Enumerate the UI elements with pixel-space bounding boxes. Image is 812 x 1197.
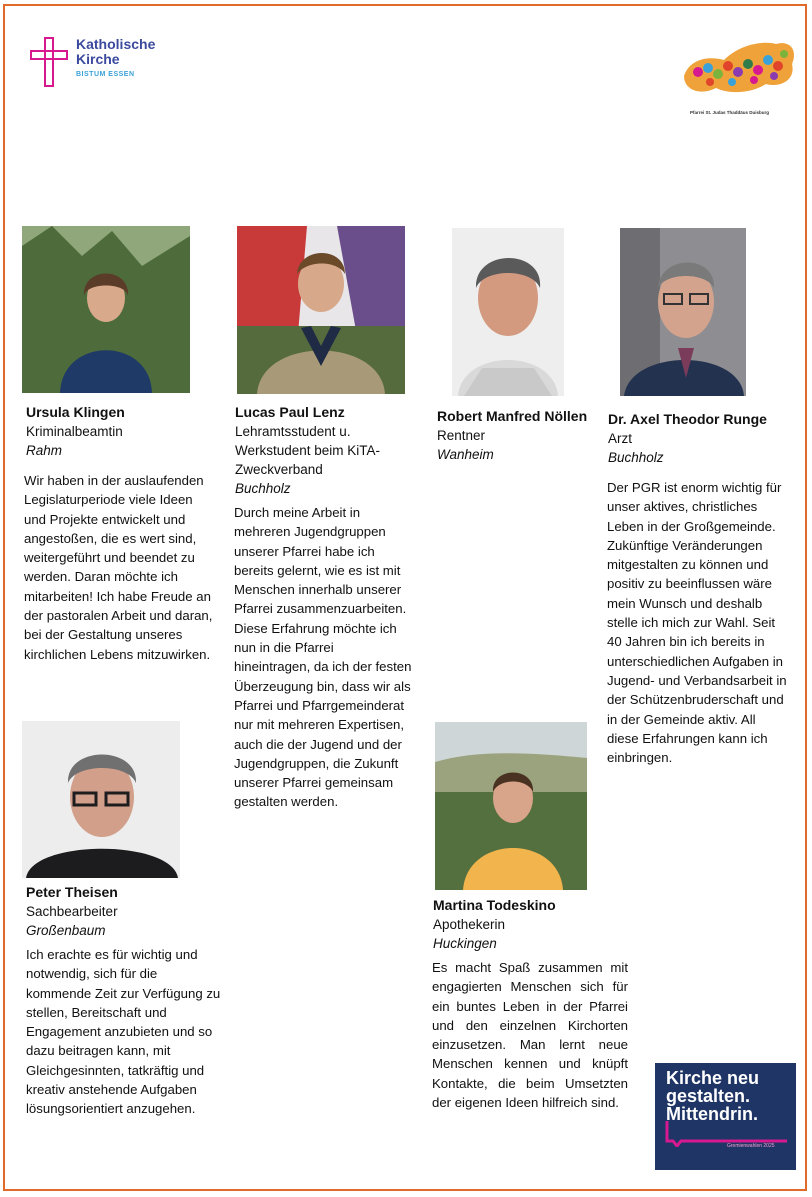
candidate-place: Buchholz xyxy=(235,481,291,496)
candidate-place: Großenbaum xyxy=(26,923,106,938)
cross-icon xyxy=(30,37,68,87)
photo-lucas-paul-lenz xyxy=(237,226,405,394)
photo-martina-todeskino xyxy=(435,722,587,890)
candidate-statement: Wir haben in der auslaufenden Legislaturperiode viele Ideen und Projekte entwickelt und angestoßen, die es wert sind, weitergeführt und beendet zu werden. Daran möchte ich mitarbeiten! Ich habe Freude an der pastoralen Arbeit und daran, bei der Gestaltung unseres kirchlichen Lebens mitzuwirken. xyxy=(24,473,213,662)
candidate-place: Huckingen xyxy=(433,936,497,951)
logo-line-1: Katholische xyxy=(76,36,156,52)
photo-axel-theodor-runge xyxy=(620,228,746,396)
badge-line-3: Mittendrin. xyxy=(666,1104,758,1124)
logo-line-2: Kirche xyxy=(76,51,120,67)
candidate-role: Apothekerin xyxy=(433,917,506,932)
kirche-neu-gestalten-badge xyxy=(655,1063,796,1170)
badge-small-text: Gremienwahlen 2025 xyxy=(727,1143,775,1149)
candidate-role: Sachbearbeiter xyxy=(26,904,118,919)
candidate-name: Peter Theisen xyxy=(26,884,118,900)
candidate-statement: Durch meine Arbeit in mehreren Jugendgruppen unserer Pfarrei habe ich bereits gelernt, wie es ist mit Menschen innerhalb unserer Pfarrei zusammenzuarbeiten. Diese Erfahrung möchte ich nun in die Pfarrei hineintragen, da ich der festen Überzeugung bin, dass wir als Pfarrei und Pfarrgemeinderat nur mit mehreren Expertisen, auch die der Jugend und der Jugendgruppen, die Zukunft unserer Pfarrei gemeinsam gestalten werden. xyxy=(234,505,412,810)
candidate-place: Buchholz xyxy=(608,450,664,465)
candidate-role: Kriminalbeamtin xyxy=(26,424,123,439)
candidate-role: Lehramtsstudent u. Werkstudent beim KiTA-Zweckverband xyxy=(235,424,381,477)
candidate-statement: Der PGR ist enorm wichtig für unser aktives, christliches Leben in der Großgemeinde. Zukünftige Veränderungen mitgestalten zu können und positiv zu beeinflussen wäre mein Wunsch und deshalb stelle ich mich zur Wahl. Seit 40 Jahren bin ich bereits in unterschiedlichen Aufgaben in Jugend- und Verbandsarbeit in der Schützenbruderschaft und in der Gemeinde aktiv. All diese Erfahrungen kann ich einbringen. xyxy=(607,480,787,766)
parish-logo xyxy=(680,36,798,118)
candidate-place: Wanheim xyxy=(437,447,494,462)
candidate-name: Ursula Klingen xyxy=(26,404,125,420)
candidate-name: Robert Manfred Nöllen xyxy=(437,408,588,424)
candidate-name: Dr. Axel Theodor Runge xyxy=(608,411,767,427)
candidate-role: Arzt xyxy=(608,431,633,446)
logo-line-3: BISTUM ESSEN xyxy=(76,71,135,78)
katholische-kirche-logo xyxy=(30,37,155,87)
badge-line-1: Kirche neu xyxy=(666,1068,760,1088)
candidate-place: Rahm xyxy=(26,443,63,458)
candidate-role: Rentner xyxy=(437,428,486,443)
candidate-statement: Ich erachte es für wichtig und notwendig, sich für die kommende Zeit zur Verfügung zu stellen, Bereitschaft und Engagement anzubieten und so dazu beitragen kann, mit Gleichgesinnten, tatkräftig und kreativ anstehende Aufgaben lösungsorientiert anzugehen. xyxy=(26,947,221,1117)
parish-logo-graphic xyxy=(680,36,798,108)
parish-logo-caption: Pfarrei St. Judas Thaddäus Duisburg xyxy=(690,110,770,115)
candidate-name: Martina Todeskino xyxy=(433,897,556,913)
candidate-name: Lucas Paul Lenz xyxy=(235,404,345,420)
candidate-statement: Es macht Spaß zusammen mit engagierten Menschen sich für ein buntes Leben in der Pfarrei und den einzelnen Kirchorten einzusetzen. Man lernt neue Menschen kennen und knüpft Kontakte, die beim Umsetzten der eigenen Ideen hilfreich sind. xyxy=(432,960,628,1111)
photo-robert-manfred-noellen xyxy=(452,228,564,396)
photo-peter-theisen xyxy=(22,721,180,878)
photo-ursula-klingen xyxy=(22,226,190,393)
badge-line-2: gestalten. xyxy=(666,1086,751,1106)
